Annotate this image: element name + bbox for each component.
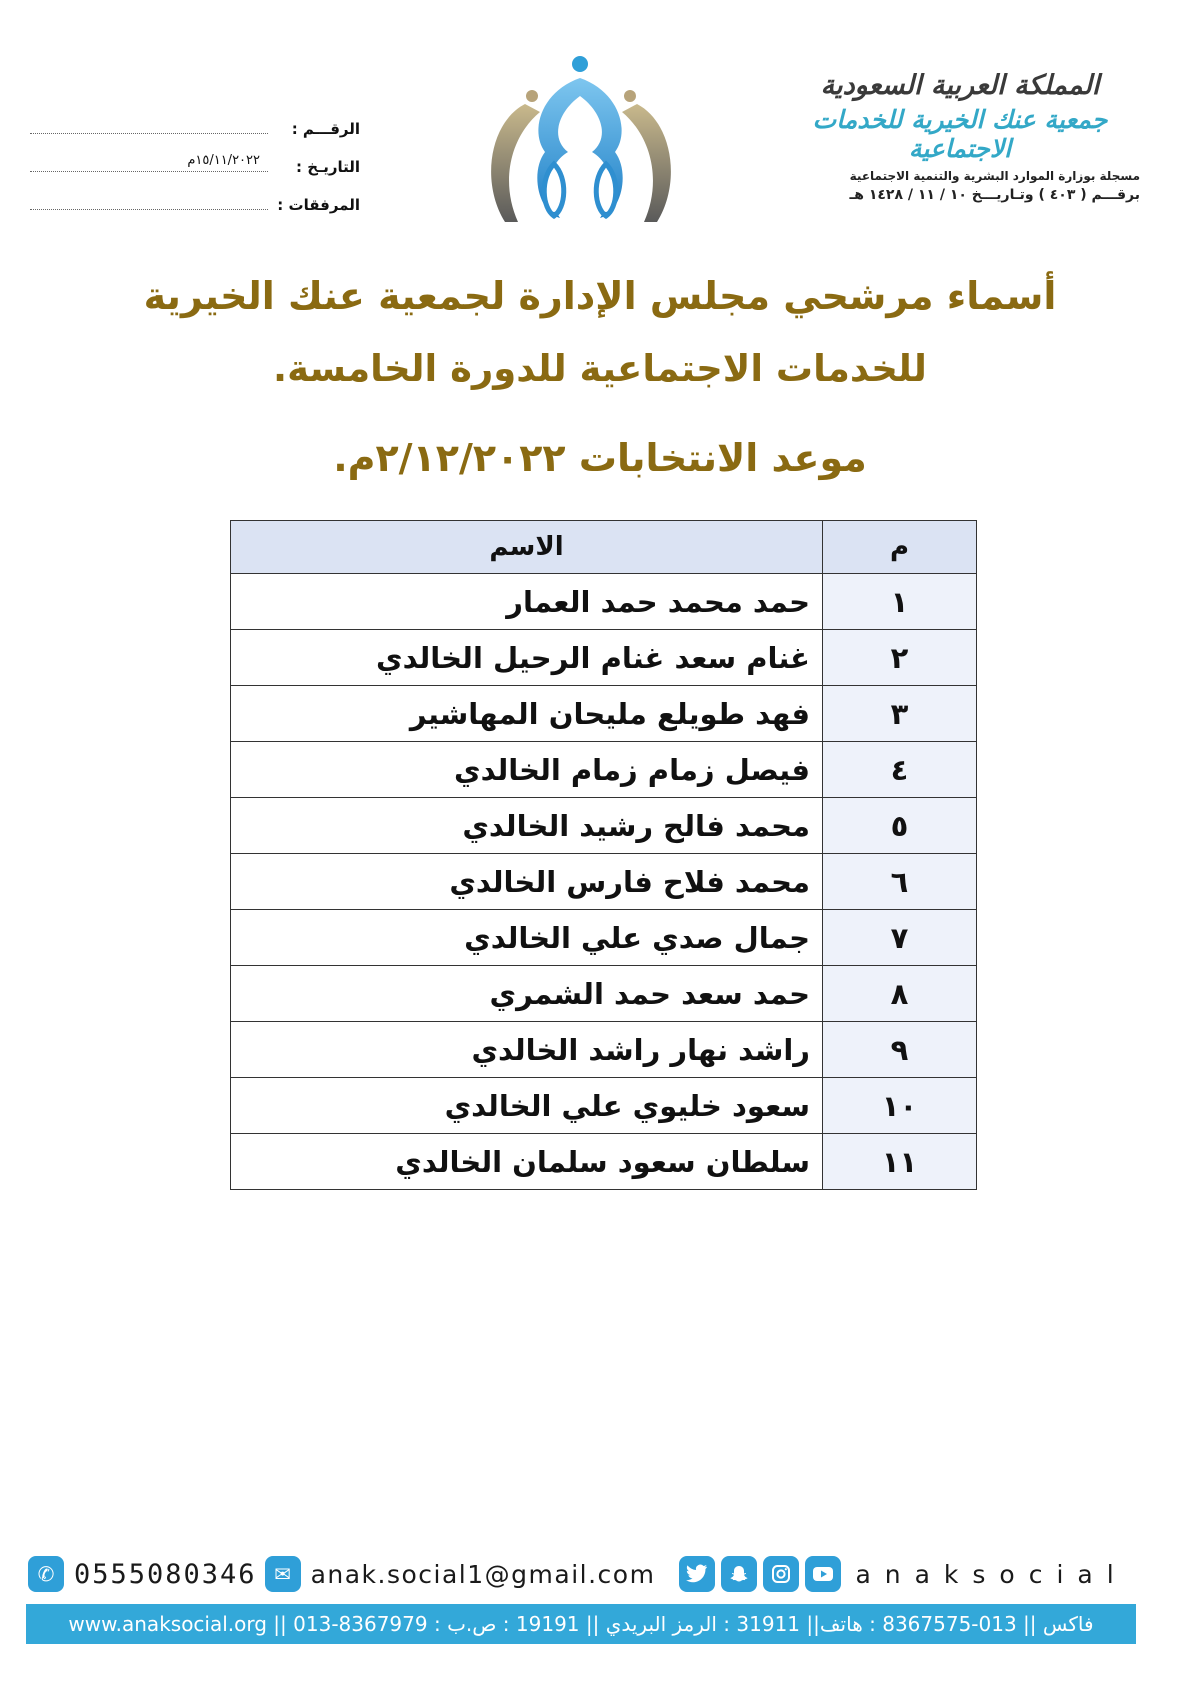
kingdom-name: المملكة العربية السعودية [820,70,1100,101]
header-number: م [823,521,977,574]
attachments-row [30,176,360,214]
table-row [231,798,977,854]
table-row [231,1134,977,1190]
document-subtitle: للخدمات الاجتماعية للدورة الخامسة. [273,347,927,390]
candidate-name: راشد نهار راشد الخالدي [231,1022,823,1078]
date-row [30,138,360,176]
candidate-name: محمد فالح رشيد الخالدي [231,798,823,854]
table-row [231,574,977,630]
candidate-number: ٢ [823,630,977,686]
date-label: التاريـخ : [296,158,360,176]
ref-number-row [30,100,360,138]
candidate-number: ٤ [823,742,977,798]
candidate-number: ٩ [823,1022,977,1078]
date-value: ١٥/١١/٢٠٢٢م [30,153,268,172]
table-row [231,1078,977,1134]
instagram-icon[interactable] [763,1556,799,1592]
footer-contact-bar [26,1604,1136,1644]
candidate-name: سلطان سعود سلمان الخالدي [231,1134,823,1190]
candidate-name: سعود خليوي علي الخالدي [231,1078,823,1134]
organization-header [780,70,1140,203]
candidate-number: ٣ [823,686,977,742]
whatsapp-icon[interactable]: ✆ [28,1556,64,1592]
candidate-name: حمد سعد حمد الشمري [231,966,823,1022]
candidate-number: ١١ [823,1134,977,1190]
ref-number-label: الرقـــم : [291,120,360,138]
mail-icon[interactable]: ✉ [265,1556,301,1592]
phone-number: 0555080346 [74,1558,257,1590]
snapchat-icon[interactable] [721,1556,757,1592]
candidate-number: ٦ [823,854,977,910]
registration-number: برقـــم ( ٤٠٣ ) وتـاريـــخ ١٠ / ١١ / ١٤٢٨ هـ [849,187,1140,203]
reference-fields [30,100,360,214]
candidate-name: جمال صدي علي الخالدي [231,910,823,966]
candidate-number: ٥ [823,798,977,854]
attachments-label: المرفقات : [277,196,360,214]
document-title: أسماء مرشحي مجلس الإدارة لجمعية عنك الخيرية [143,274,1057,318]
attachments-value [30,191,268,210]
table-row [231,1022,977,1078]
table-row [231,742,977,798]
footer-contact-text: www.anaksocial.org || 013-8367979 : فاكس || 013-8367575 : هاتف|| 31911 : الرمز البريدي || 19191 : ص.ب [68,1612,1094,1636]
candidate-name: غنام سعد غنام الرحيل الخالدي [231,630,823,686]
registration-text: مسجلة بوزارة الموارد البشرية والتنمية الاجتماعية [849,169,1140,183]
table-row [231,966,977,1022]
table-row [231,686,977,742]
social-handle: anaksocial [855,1559,1128,1589]
table-row [231,630,977,686]
candidates-table [230,520,977,1190]
candidate-name: فهد طويلع مليحان المهاشير [231,686,823,742]
email-address: anak.social1@gmail.com [310,1559,656,1589]
youtube-icon[interactable] [805,1556,841,1592]
footer-contacts [28,1552,1168,1596]
table-header-row [231,521,977,574]
candidate-number: ٧ [823,910,977,966]
candidate-number: ٨ [823,966,977,1022]
twitter-icon[interactable] [679,1556,715,1592]
election-date: موعد الانتخابات ٢/١٢/٢٠٢٢م. [333,436,867,480]
organization-name: جمعية عنك الخيرية للخدمات الاجتماعية [812,105,1108,163]
candidate-name: محمد فلاح فارس الخالدي [231,854,823,910]
candidate-name: حمد محمد حمد العمار [231,574,823,630]
table-row [231,854,977,910]
candidate-number: ١٠ [823,1078,977,1134]
candidate-number: ١ [823,574,977,630]
table-row [231,910,977,966]
organization-logo [470,52,690,232]
ref-number-value [30,115,268,134]
header-name: الاسم [231,521,823,574]
candidate-name: فيصل زمام زمام الخالدي [231,742,823,798]
